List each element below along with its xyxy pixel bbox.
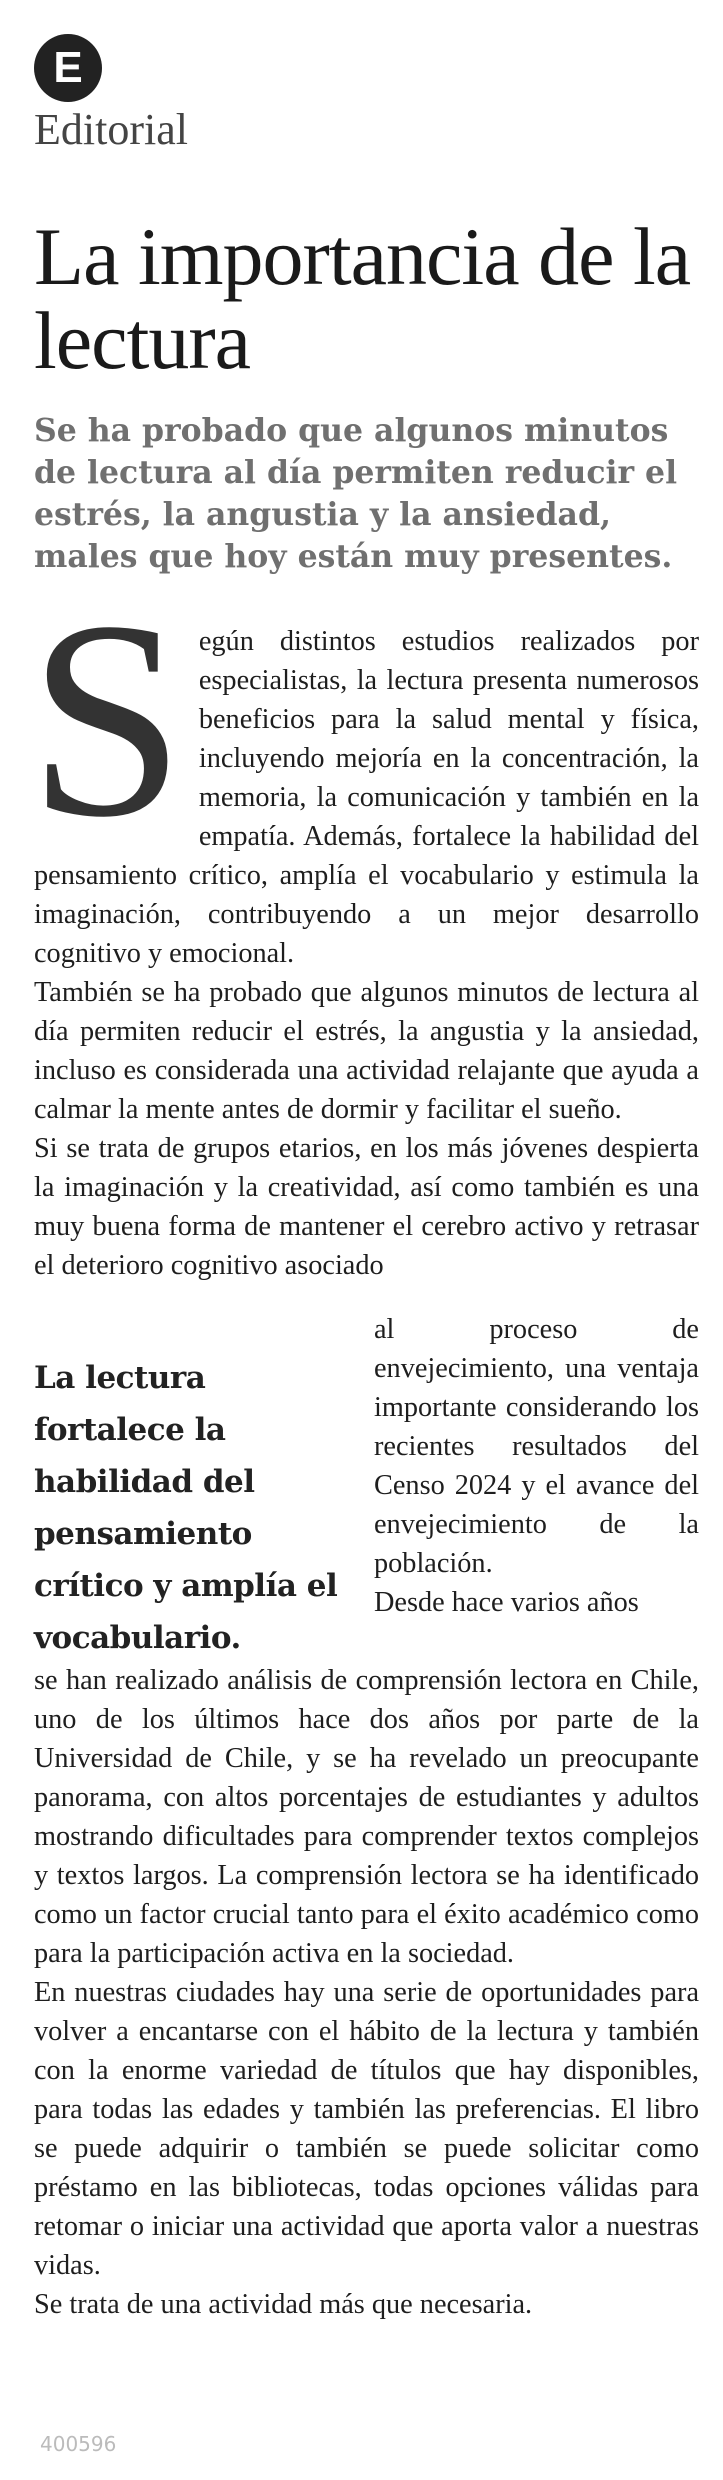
- headline: La importancia de la lectura: [34, 211, 691, 386]
- paragraph-5: En nuestras ciudades hay una serie de oportunidades para volver a encantarse con el hábito de la lectura y también con la enorme variedad de títulos que hay disponibles, para todas las edades y también las preferencias. El libro se puede adquirir o también se puede solicitar como préstamo en las bibliotecas, todas opciones válidas para retomar o iniciar una actividad que aporta valor a nuestras vidas.: [34, 1977, 699, 2281]
- paragraph-2: También se ha probado que algunos minutos de lectura al día permiten reducir el estrés, la angustia y la ansiedad, incluso es considerada una actividad relajante que ayuda a calmar la mente antes de dormir y facilitar el sueño.: [34, 977, 699, 1125]
- paragraph-4-start: Desde hace varios años: [374, 1587, 639, 1618]
- paragraph-3-start: Si se trata de grupos etarios, en los más jóvenes despierta la imaginación y la creatividad, así como también es una muy buena forma de mantener el cerebro activo y retrasar el deterioro cognitivo asociado: [34, 1133, 699, 1281]
- article-body-side: [374, 1310, 699, 1622]
- section-badge-icon: E: [34, 34, 102, 102]
- drop-cap: S: [28, 563, 185, 875]
- lead-paragraph: Se ha probado que algunos minutos de lectura al día permiten reducir el estrés, la angustia y la ansiedad, males que hoy están muy presentes.: [34, 412, 678, 575]
- paragraph-1-text: egún distintos estudios realizados por especialistas, la lectura presenta numerosos beneficios para la salud mental y física, incluyendo mejoría en la concentración, la memoria, la comunicación y también en la empatía. Además, fortalece la habilidad del pensamiento crítico, amplía el vocabulario y estimula la imaginación, contribuyendo a un mejor desarrollo cognitivo y emocional.: [34, 626, 699, 969]
- article-body-top: [28, 563, 699, 1285]
- article-body-bottom: [34, 1661, 699, 2324]
- paragraph-4-end: se han realizado análisis de comprensión lectora en Chile, uno de los últimos hace dos años por parte de la Universidad de Chile, y se ha revelado un preocupante panorama, con altos porcentajes de estudiantes y adultos mostrando dificultades para comprender textos complejos y textos largos. La comprensión lectora se ha identificado como un factor crucial tanto para el éxito académico como para la participación activa en la sociedad.: [34, 1665, 699, 1969]
- paragraph-1: [28, 563, 699, 973]
- paragraph-3-end: al proceso de envejecimiento, una ventaja importante considerando los recientes resultados del Censo 2024 y el avance del envejecimiento de la población.: [374, 1314, 699, 1579]
- paragraph-6: Se trata de una actividad más que necesaria.: [34, 2289, 533, 2320]
- section-label: Editorial: [34, 105, 188, 154]
- pull-quote: La lectura fortalece la habilidad del pensamiento crítico y amplía el vocabulario.: [34, 1360, 338, 1656]
- footer-code: 400596: [40, 2432, 117, 2456]
